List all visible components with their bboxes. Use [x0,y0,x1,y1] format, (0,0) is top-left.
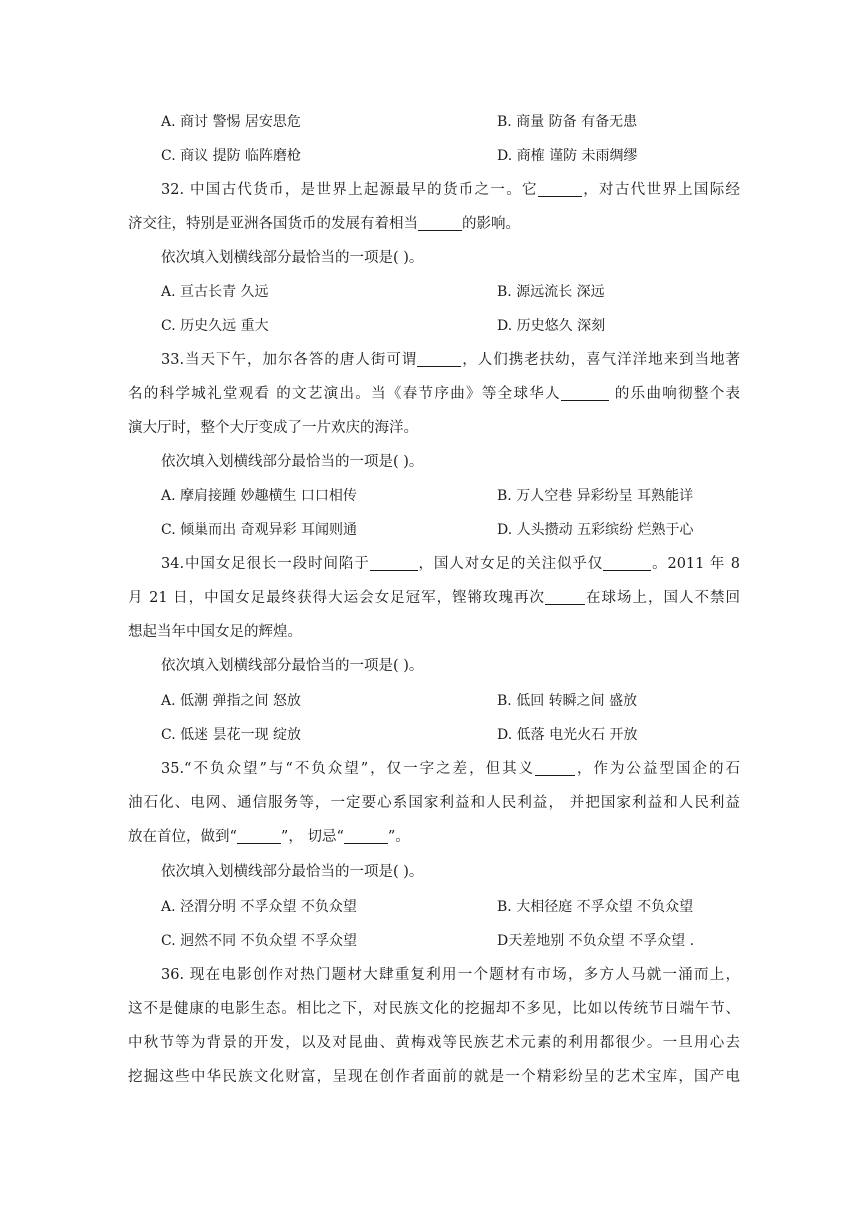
q35-stem-text: ”。 [387,829,410,845]
q33-stem-line-1 [161,343,740,377]
q33-stem-line-2 [128,377,740,411]
q36-stem-line-2: 这不是健康的电影生态。相比之下，对民族文化的挖掘却不多见，比如以传统节日端午节、 [128,1001,740,1017]
q32-option-a: A. 亘古长青 久远 [161,284,269,300]
fill-blank [538,180,582,197]
q36-stem-line-1: 36. 现在电影创作对热门题材大肆重复利用一个题材有市场，多方人马就一涌而上， [161,967,740,983]
q34-option-d: D. 低落 电光火石 开放 [497,727,638,743]
q32-stem-text: 的影响。 [462,216,520,232]
fill-blank [344,827,388,844]
q33-option-b: B. 万人空巷 异彩纷呈 耳熟能详 [497,488,694,504]
q32-option-d: D. 历史悠久 深刻 [497,318,606,334]
q34-option-a: A. 低潮 弹指之间 怒放 [161,693,301,709]
q33-stem-text: 33.当天下午，加尔各答的唐人街可谓 [161,352,418,368]
q36-stem-line-4: 挖掘这些中华民族文化财富，呈现在创作者面前的就是一个精彩纷呈的艺术宝库，国产电 [128,1069,740,1085]
q35-option-c: C. 迥然不同 不负众望 不孚众望 [161,933,358,949]
q35-option-a: A. 泾渭分明 不孚众望 不负众望 [161,899,357,915]
q32-option-b: B. 源远流长 深远 [497,284,605,300]
q36-stem-line-3: 中秋节等为背景的开发，以及对昆曲、黄梅戏等民族艺术元素的利用都很少。一旦用心去 [128,1035,740,1051]
q33-stem-text: 名的科学城礼堂观看 的文艺演出。当《春节序曲》等全球华人 [128,386,561,402]
q32-stem-text: 济交往，特别是亚洲各国货币的发展有着相当 [128,216,418,232]
fill-blank [417,350,461,367]
q31-option-c: C. 商议 提防 临阵磨枪 [161,148,302,164]
q32-option-c: C. 历史久远 重大 [161,318,269,334]
q33-option-d: D. 人头攒动 五彩缤纷 烂熟于心 [497,522,694,538]
q33-stem-line-3: 演大厅时，整个大厅变成了一片欢庆的海洋。 [128,420,418,436]
q35-stem-line-1 [161,752,740,786]
q34-stem-text: ，国人对女足的关注似乎仅 [417,556,604,572]
q35-option-b: B. 大相径庭 不孚众望 不负众望 [497,899,694,915]
q33-prompt: 依次填入划横线部分最恰当的一项是( )。 [161,454,424,470]
fill-blank [418,214,462,231]
q34-option-c: C. 低迷 昙花一现 绽放 [161,727,302,743]
q34-stem-line-3: 想起当年中国女足的辉煌。 [128,624,302,640]
q32-stem-line-2 [128,207,740,241]
q34-prompt: 依次填入划横线部分最恰当的一项是( )。 [161,658,424,674]
q31-option-d: D. 商榷 谨防 未雨绸缪 [497,148,638,164]
q31-option-a: A. 商讨 警惕 居安思危 [161,114,301,130]
q33-stem-text: ，人们携老扶幼，喜气洋洋地来到当地著 [461,352,740,368]
q32-prompt: 依次填入划横线部分最恰当的一项是( )。 [161,250,424,266]
fill-blank [603,554,651,571]
q33-option-c: C. 倾巢而出 奇观异彩 耳闻则通 [161,522,358,538]
q35-stem-text: 放在首位，做到“ [128,829,237,845]
fill-blank [535,759,575,776]
q34-stem-text: 月 21 日，中国女足最终获得大运会女足冠军，铿锵玫瑰再次 [128,590,546,606]
q35-option-d: D天差地别 不负众望 不孚众望 . [497,933,695,949]
q35-stem-line-3 [128,820,740,854]
fill-blank [561,384,609,401]
q34-stem-text: 。2011 年 8 [651,556,740,572]
q35-prompt: 依次填入划横线部分最恰当的一项是( )。 [161,864,424,880]
q31-option-b: B. 商量 防备 有备无患 [497,114,638,130]
q35-stem-text: ”， 切忌“ [280,829,344,845]
q33-stem-text: 的乐曲响彻整个表 [608,386,741,402]
q35-stem-text: ，作为公益型国企的石 [575,761,740,777]
q32-stem-line-1 [161,173,740,207]
fill-blank [545,588,585,605]
q32-stem-text: ，对古代世界上国际经 [581,182,741,198]
fill-blank [237,827,281,844]
q34-option-b: B. 低回 转瞬之间 盛放 [497,693,638,709]
fill-blank [370,554,418,571]
q34-stem-line-2 [128,581,740,615]
q34-stem-text: 34.中国女足很长一段时间陷于 [161,556,370,572]
q35-stem-line-2: 油石化、电网、通信服务等，一定要心系国家利益和人民利益， 并把国家利益和人民利益 [128,795,740,811]
q33-option-a: A. 摩肩接踵 妙趣横生 口口相传 [161,488,357,504]
q32-stem-text: 32. 中国古代货币，是世界上起源最早的货币之一。它 [161,182,538,198]
q35-stem-text: 35.“不负众望”与“不负众望”，仅一字之差，但其义 [161,761,536,777]
q34-stem-line-1 [161,547,740,581]
q34-stem-text: 在球场上，国人不禁回 [585,590,740,606]
